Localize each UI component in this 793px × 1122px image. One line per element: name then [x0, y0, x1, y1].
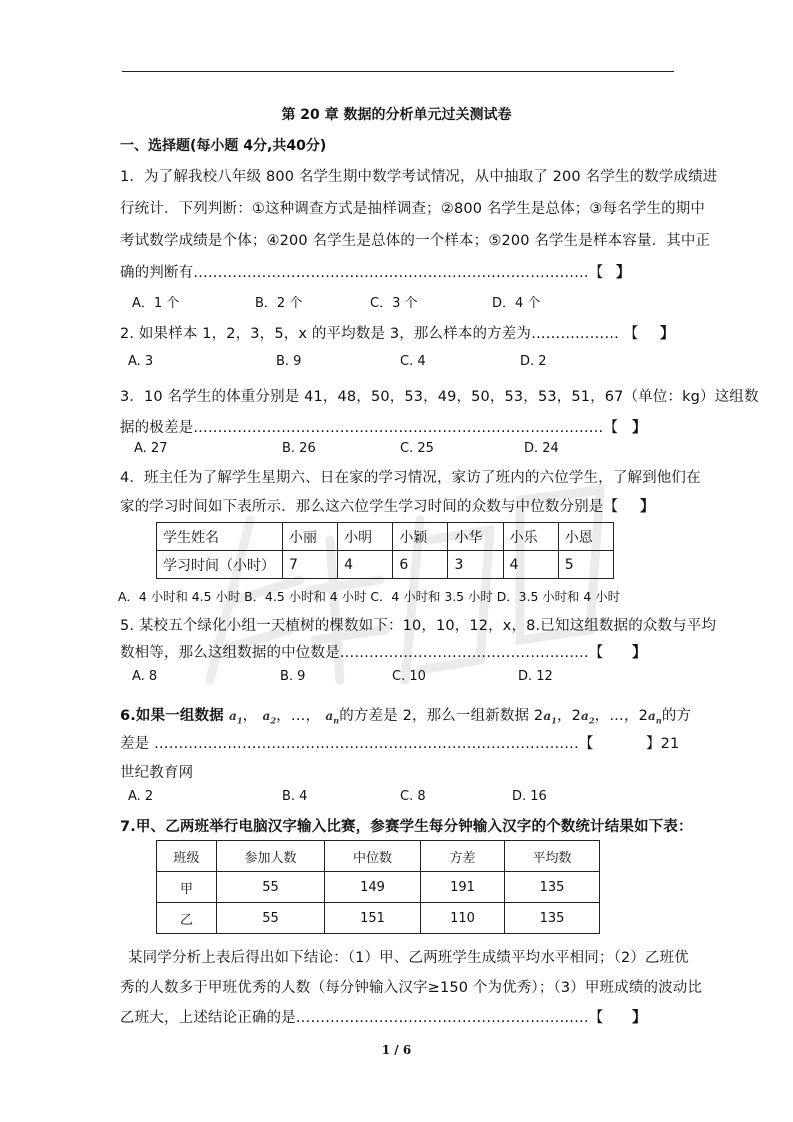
- q6-var-an: [325, 709, 340, 726]
- table-cell: 小丽: [283, 523, 338, 551]
- q7-after2: 秀的人数多于甲班优秀的人数（每分钟输入汉字≥150 个为优秀）；（3）甲班成绩的波动比: [120, 980, 703, 996]
- table-cell: 小乐: [503, 523, 558, 551]
- q5-line2: 数相等，那么这组数据的中位数是……………………………………………【: [120, 645, 604, 661]
- q6-var-a2: [262, 709, 277, 726]
- table-cell: 小恩: [558, 523, 613, 551]
- q6-text-3: ，2: [556, 708, 581, 724]
- q6-text-2: 的方差是 2，那么一组新数据 2: [339, 708, 544, 724]
- table-row: [157, 903, 600, 934]
- q3-line2: 据的极差是…………………………………………………………………………【: [120, 420, 619, 436]
- q7-after3: 乙班大，上述结论正确的是……………………………………………………【: [120, 1010, 604, 1026]
- q4-options: A．4 小时和 4.5 小时 B．4.5 小时和 4 小时 C．4 小时和 3.5 小时 D．3.5 小时和 4 小时: [118, 589, 620, 604]
- page-number: 1 / 6: [381, 1043, 412, 1057]
- q6-option-c: C. 8: [400, 789, 426, 804]
- table-cell: 平均数: [505, 841, 600, 872]
- q1-option-d: D．4 个: [492, 296, 541, 311]
- q6-subscript: 1: [236, 715, 243, 726]
- q1-option-a: A．1 个: [132, 296, 180, 311]
- q6-var-letter: a: [229, 709, 237, 723]
- q5-answer-bracket: 】: [632, 645, 647, 661]
- table-cell: 小明: [338, 523, 393, 551]
- q3-option-c: C. 25: [400, 441, 434, 456]
- table-cell: 55: [217, 872, 325, 903]
- q6-var-anb: [647, 709, 662, 726]
- q6-subscript: 1: [551, 715, 557, 726]
- q6-option-d: D. 16: [512, 789, 547, 804]
- q6-var-a1b: [543, 709, 557, 726]
- q6-var-letter: a: [647, 709, 656, 723]
- q4-answer-bracket: 】: [640, 499, 655, 515]
- q3-option-a: A. 27: [134, 441, 168, 456]
- q5-line1: 5. 某校五个绿化小组一天植树的棵数如下：10，10，12，x，8.已知这组数据的众数与平均: [120, 618, 717, 634]
- q7-line1: 7.甲、乙两班举行电脑汉字输入比赛，参赛学生每分钟输入汉字的个数统计结果如下表：: [120, 819, 693, 835]
- table-cell: 中位数: [325, 841, 421, 872]
- q7-table: [156, 840, 600, 934]
- q7-answer-bracket: 】: [632, 1010, 647, 1026]
- q6-answer-bracket: 】21: [646, 736, 680, 752]
- q6-subscript: 2: [270, 715, 277, 726]
- table-cell: 学生姓名: [157, 523, 283, 551]
- q6-var-letter: a: [581, 709, 589, 723]
- q6-var-a2b: [581, 709, 595, 726]
- q3-option-d: D. 24: [524, 441, 559, 456]
- table-cell: 小颖: [393, 523, 448, 551]
- q2-option-d: D. 2: [520, 354, 547, 369]
- table-cell: 6: [393, 551, 448, 579]
- table-cell: 3: [448, 551, 503, 579]
- table-cell: 方差: [421, 841, 505, 872]
- q3-line1: 3．10 名学生的体重分别是 41，48，50，53，49，50，53，53，51，67（单位：kg）这组数: [120, 389, 759, 405]
- q1-line2: 行统计．下列判断：①这种调查方式是抽样调查；②800 名学生是总体；③每名学生的期中: [120, 201, 706, 217]
- q6-subscript: n: [655, 715, 662, 726]
- table-row: [157, 523, 614, 551]
- table-cell: 班级: [157, 841, 217, 872]
- table-row: [157, 551, 614, 579]
- q6-line3: 世纪教育网: [120, 765, 194, 781]
- table-cell: 55: [217, 903, 325, 934]
- table-cell: 7: [283, 551, 338, 579]
- q6-ellipsis: ，…，: [276, 708, 321, 724]
- q1-line4: 确的判断有………………………………………………………………………【: [120, 265, 604, 281]
- q6-var-letter: a: [262, 709, 271, 723]
- q5-option-a: A. 8: [132, 669, 158, 684]
- q2-option-b: B. 9: [276, 354, 302, 369]
- q2-option-c: C. 4: [400, 354, 426, 369]
- q7-after1: 某同学分析上表后得出如下结论：（1）甲、乙两班学生成绩平均水平相同；（2）乙班优: [128, 950, 689, 966]
- table-row: [157, 872, 600, 903]
- table-cell: 135: [505, 903, 600, 934]
- q5-option-d: D. 12: [518, 669, 553, 684]
- q6-option-a: A. 2: [128, 789, 154, 804]
- q6-subscript: n: [333, 715, 340, 726]
- q1-line3: 考试数学成绩是个体；④200 名学生是总体的一个样本；⑤200 名学生是样本容量．其中正: [120, 233, 711, 249]
- table-cell: 参加人数: [217, 841, 325, 872]
- q5-option-c: C. 10: [392, 669, 426, 684]
- table-cell: 110: [421, 903, 505, 934]
- table-cell: 5: [558, 551, 613, 579]
- q1-line1: 1．为了解我校八年级 800 名学生期中数学考试情况，从中抽取了 200 名学生的数学成绩进: [120, 169, 718, 185]
- q6-subscript: 2: [588, 715, 595, 726]
- q2-line1: 2. 如果样本 1，2，3，5，x 的平均数是 3，那么样本的方差为……………… 【: [120, 326, 639, 342]
- table-cell: 191: [421, 872, 505, 903]
- q6-text-4: ，…，2: [594, 708, 648, 724]
- q4-line2: 家的学习时间如下表所示．那么这六位学生学习时间的众数与中位数分别是【: [120, 499, 619, 515]
- table-cell: 小华: [448, 523, 503, 551]
- q2-answer-bracket: 】: [660, 326, 675, 342]
- q6-line1: [120, 704, 691, 725]
- q1-answer-bracket: 】: [616, 265, 631, 281]
- table-cell: 4: [338, 551, 393, 579]
- table-cell: 151: [325, 903, 421, 934]
- q2-option-a: A. 3: [128, 354, 154, 369]
- table-cell: 149: [325, 872, 421, 903]
- q6-text-1: 6.如果一组数据: [120, 708, 224, 724]
- q1-option-c: C．3 个: [370, 296, 418, 311]
- table-cell: 4: [503, 551, 558, 579]
- section-heading: 一、选择题(每小题 4分,共40分): [120, 138, 327, 154]
- q1-option-b: B．2 个: [255, 296, 303, 311]
- q6-var-a1: [229, 709, 243, 726]
- table-cell: 135: [505, 872, 600, 903]
- q6-var-letter: a: [325, 709, 334, 723]
- header-rule: [122, 71, 674, 72]
- q3-option-b: B. 26: [282, 441, 316, 456]
- q6-line2: 差是 ……………………………………………………………………………【: [120, 736, 594, 752]
- q4-line1: 4．班主任为了解学生星期六、日在家的学习情况，家访了班内的六位学生，了解到他们在: [120, 470, 701, 486]
- q6-text-5: 的方: [661, 708, 692, 724]
- q5-option-b: B. 9: [280, 669, 306, 684]
- table-cell: 甲: [157, 872, 217, 903]
- table-cell: 乙: [157, 903, 217, 934]
- q4-table: [156, 522, 614, 579]
- q6-var-letter: a: [543, 709, 552, 723]
- page-title: 第 20 章 数据的分析单元过关测试卷: [281, 107, 512, 123]
- q6-option-b: B. 4: [282, 789, 308, 804]
- table-cell: 学习时间（小时）: [157, 551, 283, 579]
- q6-sep: ，: [242, 708, 258, 724]
- q3-answer-bracket: 】: [632, 420, 647, 436]
- table-row: [157, 841, 600, 872]
